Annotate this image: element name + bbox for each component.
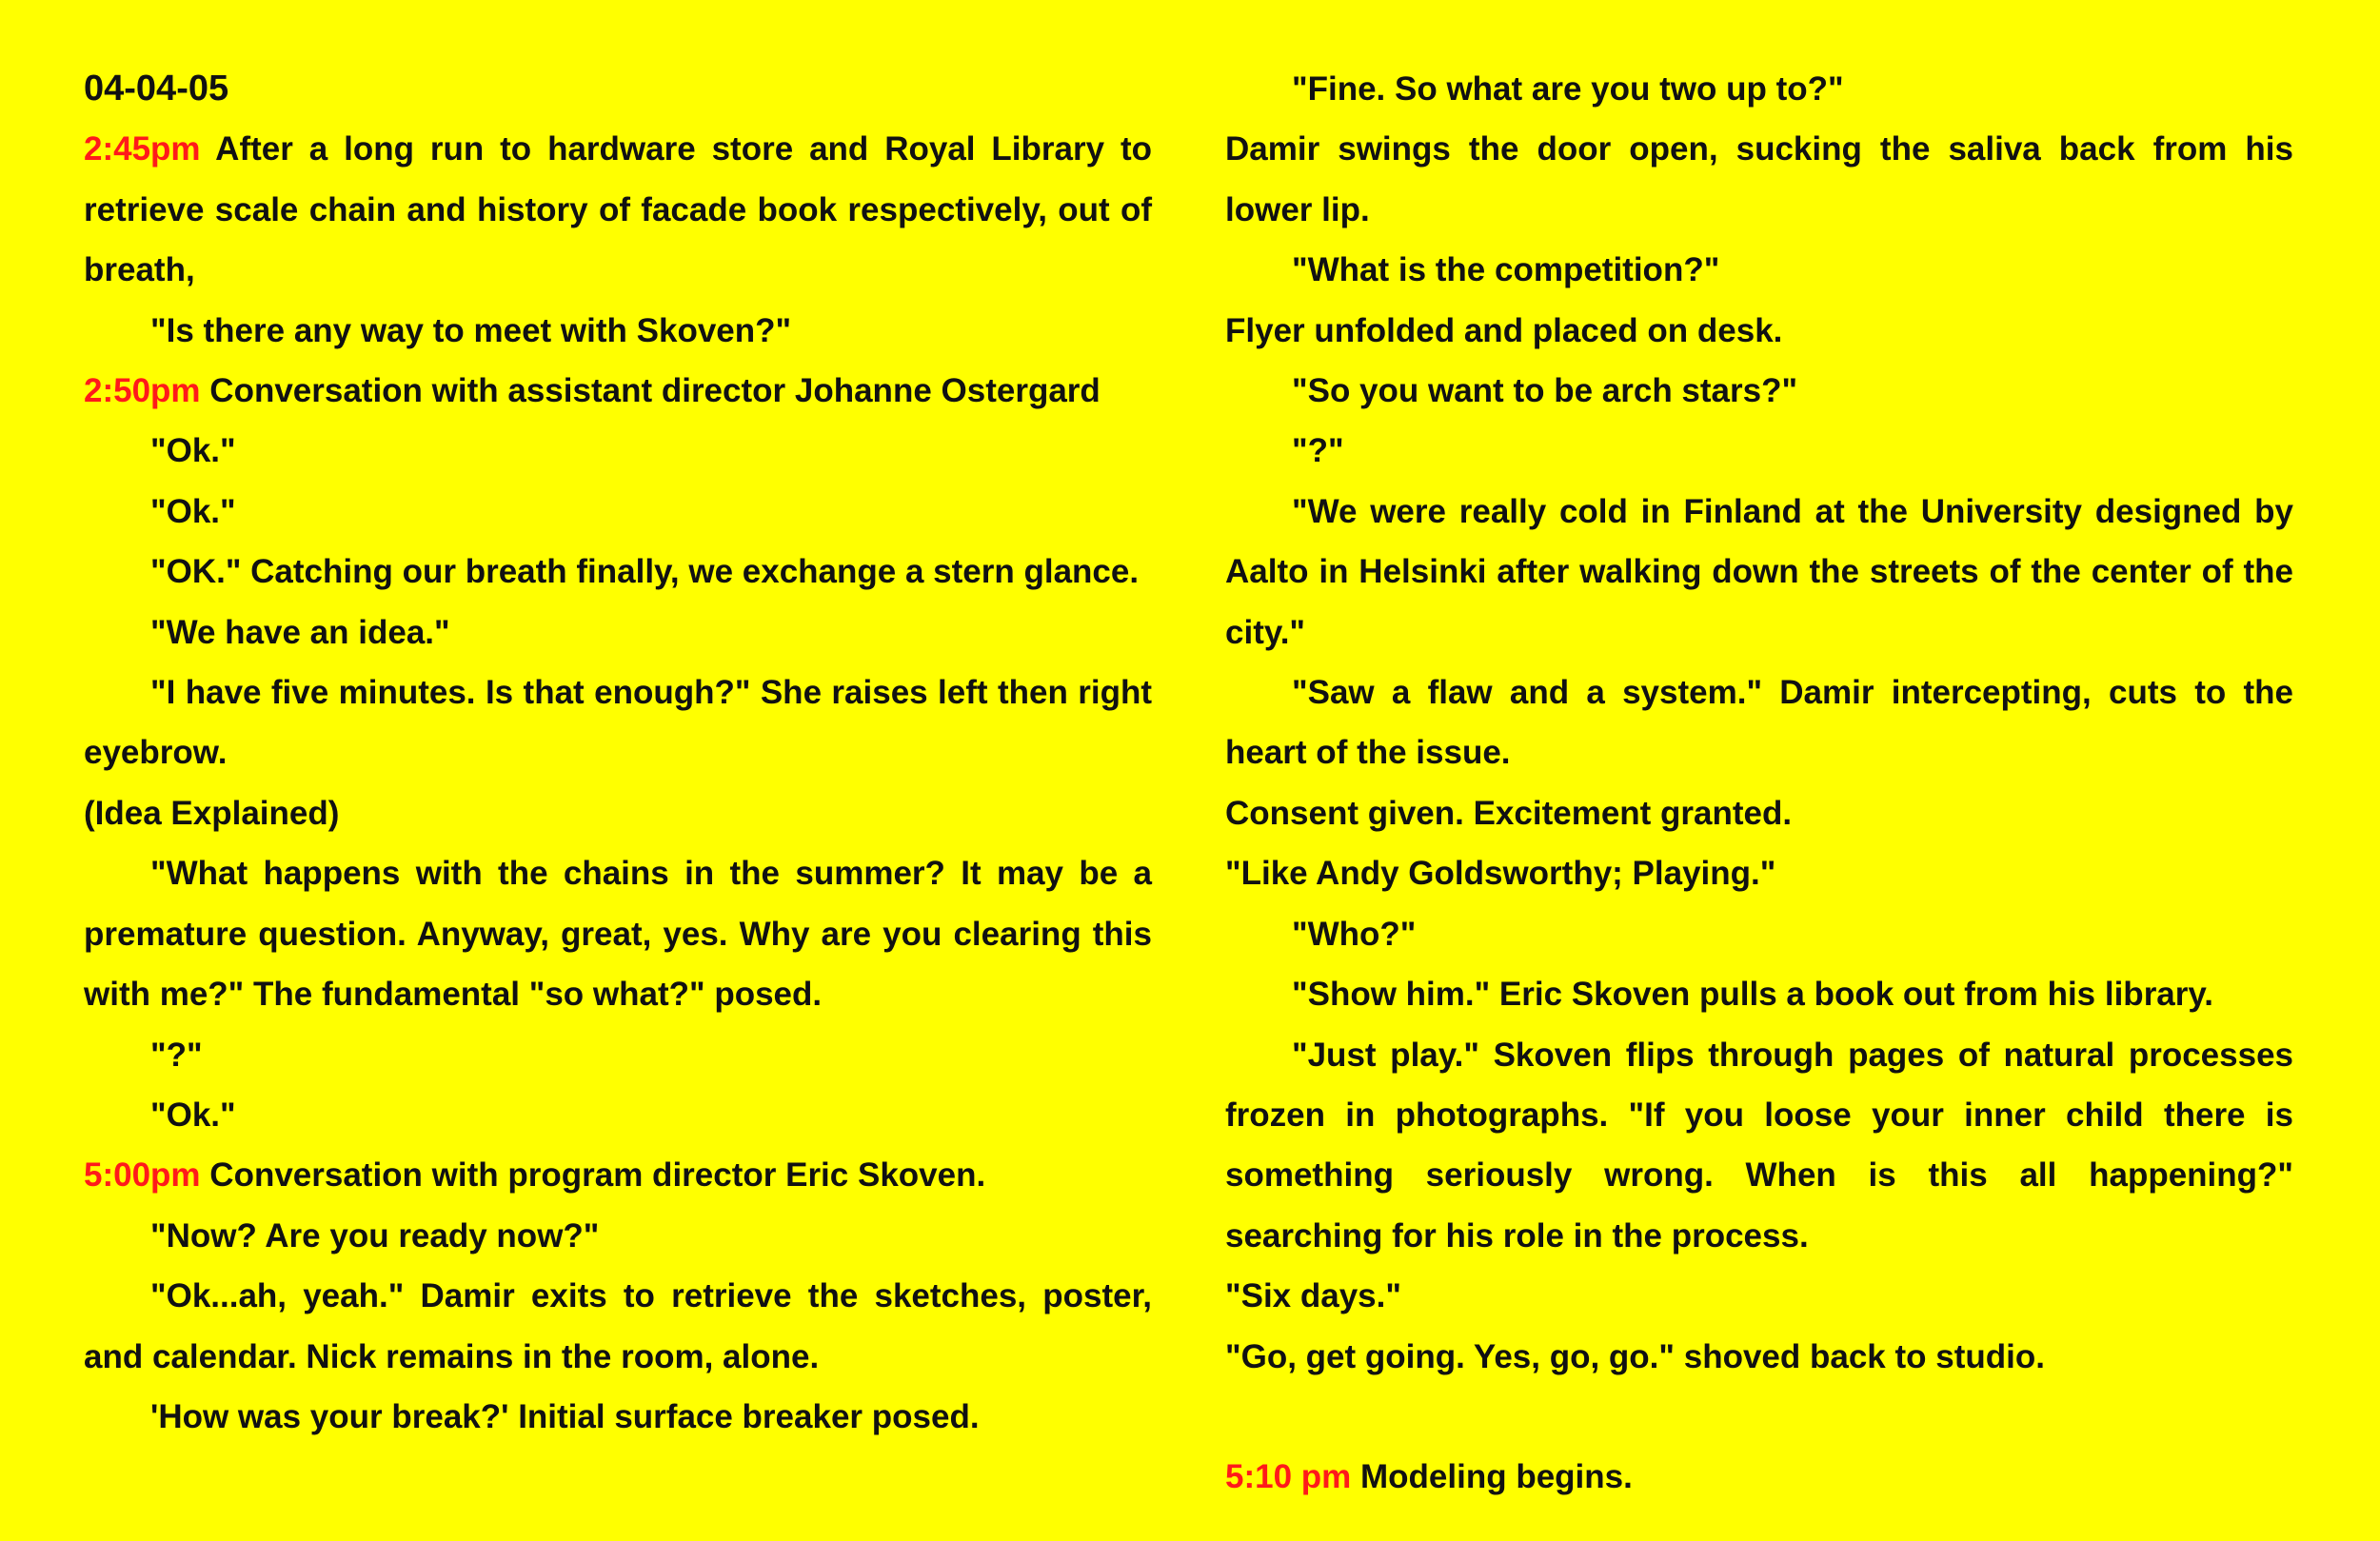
entry-paragraph <box>84 361 1152 421</box>
dialogue-line: "Who?" <box>1292 915 1417 953</box>
dialogue-line: "Ok." <box>150 492 236 530</box>
timestamp: 5:10 pm <box>1225 1458 1352 1496</box>
dialogue-line: "Saw a flaw and a system." Damir intercepting, cuts to the heart of the issue. <box>1225 674 2293 772</box>
dialogue-line: "Fine. So what are you two up to?" <box>1292 70 1844 108</box>
timestamp: 2:50pm <box>84 372 201 410</box>
narration-line: "Go, get going. Yes, go, go." shoved back to studio. <box>1225 1337 2045 1375</box>
dialogue-line: 'How was your break?' Initial surface breaker posed. <box>150 1397 980 1435</box>
dialogue-line: "OK." Catching our breath finally, we exchange a stern glance. <box>150 553 1140 591</box>
dialogue-line: "Show him." Eric Skoven pulls a book out from his library. <box>1292 976 2213 1014</box>
entry-paragraph <box>84 119 1152 300</box>
blank-line <box>1225 1387 2293 1447</box>
dialogue-line: "We have an idea." <box>150 613 450 651</box>
dialogue-line: "Ok." <box>150 432 236 470</box>
timestamp: 2:45pm <box>84 130 201 168</box>
dialogue-line: "Just play." Skoven flips through pages of natural processes frozen in photographs. "If you loose your inner child there is something seriously wrong. When is this all happening?" searching for his role in the process. <box>1225 1036 2293 1255</box>
narration-line: Consent given. Excitement granted. <box>1225 794 1793 832</box>
dialogue-line: "Ok." <box>150 1096 236 1134</box>
entry-text: Conversation with assistant director Johanne Ostergard <box>200 372 1101 410</box>
dialogue-line: "?" <box>1292 432 1344 470</box>
narration-line: (Idea Explained) <box>84 794 340 832</box>
dialogue-line: "Now? Are you ready now?" <box>150 1216 600 1255</box>
dialogue-line: "I have five minutes. Is that enough?" She raises left then right eyebrow. <box>84 674 1152 772</box>
entry-paragraph <box>1225 1447 2293 1507</box>
dialogue-line: "Is there any way to meet with Skoven?" <box>150 311 792 349</box>
dialogue-line: "Ok...ah, yeah." Damir exits to retrieve the sketches, poster, and calendar. Nick remains in the room, alone. <box>84 1277 1152 1375</box>
left-column <box>84 59 1152 1447</box>
dialogue-line: "What happens with the chains in the summer? It may be a premature question. Anyway, great, yes. Why are you clearing this with me?" The fundamental "so what?" posed. <box>84 855 1152 1014</box>
entry-paragraph <box>84 1145 1152 1205</box>
dialogue-line: "So you want to be arch stars?" <box>1292 372 1798 410</box>
dialogue-line: "We were really cold in Finland at the University designed by Aalto in Helsinki after walking down the streets of the center of the city." <box>1225 492 2293 651</box>
dialogue-line: "?" <box>150 1036 203 1074</box>
entry-text: After a long run to hardware store and Royal Library to retrieve scale chain and history of facade book respectively, out of breath, <box>84 130 1152 289</box>
right-column <box>1225 59 2293 1508</box>
narration-line: "Six days." <box>1225 1277 1401 1315</box>
entry-text: Conversation with program director Eric Skoven. <box>200 1156 986 1195</box>
entry-date: 04-04-05 <box>84 69 229 109</box>
dialogue-line: "What is the competition?" <box>1292 251 1720 289</box>
narration-line: Damir swings the door open, sucking the saliva back from his lower lip. <box>1225 130 2293 228</box>
entry-text: Modeling begins. <box>1351 1458 1633 1496</box>
narration-line: "Like Andy Goldsworthy; Playing." <box>1225 855 1776 893</box>
narration-line: Flyer unfolded and placed on desk. <box>1225 311 1783 349</box>
timestamp: 5:00pm <box>84 1156 201 1195</box>
